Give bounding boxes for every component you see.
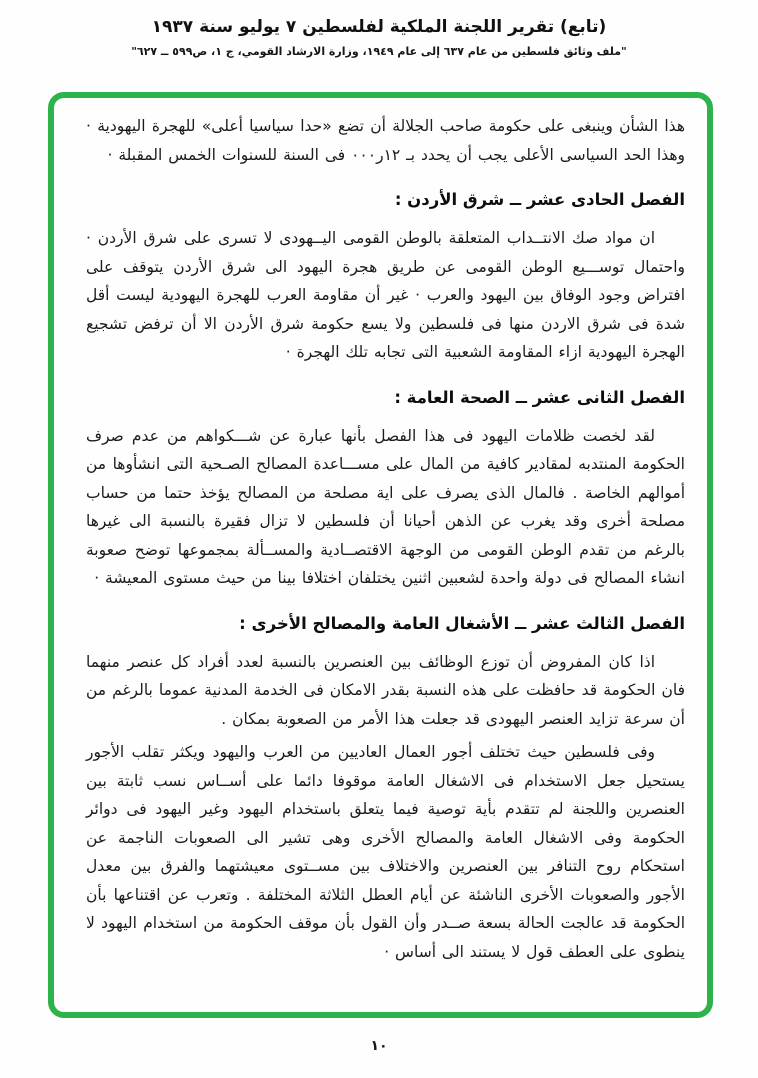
chapter-heading-twelve-public-health: الفصل الثانى عشر ــ الصحة العامة :	[394, 387, 685, 407]
paragraph-public-health: لقد لخصت ظلامات اليهود فى هذا الفصل بأنها عبارة عن شـــكواهم من عدم صرف الحكومة المنتدبه لمقادير كافية من المال على مســـاعدة المصالح الصـحية التى انشأوها من أموالهم الخاصة . فالمال الذى يصرف على اية مصلحة من المصالح يؤخذ حتما من حساب مصلحة أخرى وقد يغرب عن الذهن أحيانا أن فلسطين لا تزال فقيرة بالنسبة الى غيرها بالرغم من تقدم الوطن القومى من الوجهة الاقتصــادية والمســألة بمجموعها توضح صعوبة انشاء المصالح فى دولة واحدة لشعبين اثنين يختلفان اختلافا بينا من حيث مستوى المعيشة ·	[86, 426, 685, 587]
document-source-subtitle: "ملف وثائق فلسطين من عام ٦٣٧ إلى عام ١٩٤٩، وزارة الارشاد القومي، ج ١، ص٥٩٩ ــ ٦٢٧"	[131, 45, 627, 58]
chapter-heading-thirteen-public-works: الفصل الثالث عشر ــ الأشغال العامة والمصالح الأخرى :	[239, 613, 685, 633]
document-title: (تابع) تقرير اللجنة الملكية لفلسطين ٧ يوليو سنة ١٩٣٧	[151, 17, 607, 37]
green-border-frame	[48, 92, 713, 1018]
paragraph-transjordan: ان مواد صك الانتــداب المتعلقة بالوطن القومى اليــهودى لا تسرى على شرق الأردن · واحتمال توســـيع الوطن القومى عن طريق هجرة اليهود الى شرق الأردن يتوقف على افتراض وجود الوفاق بين اليهود والعرب · غير أن مقاومة العرب للهجرة اليهودية ليست أقل شدة فى شرق الاردن منها فى فلسطين ولا يسع حكومة شرق الأردن الا أن ترفض تشجيع الهجرة اليهودية ازاء المقاومة الشعبية التى تجابه تلك الهجرة ·	[86, 229, 685, 361]
paragraph-wages-employment: وفى فلسطين حيث تختلف أجور العمال العاديين من العرب واليهود ويكثر تقلب الأجور يستحيل جعل الاستخدام فى الاشغال العامة موقوفا دائما على أســاس نسب ثابتة بين العنصرين واللجنة لم تتقدم بأية توصية فيما يتعلق باستخدام اليهود وغير اليهود فى دوائر الحكومة وفى الاشغال العامة والمصالح الأخرى وهى تشير الى الصعوبات الناجمة عن استحكام روح التنافر بين العنصرين والاختلاف بين مســتوى معيشتهما والفرق بين معدل الأجور والصعوبات الأخرى الناشئة عن أيام العطل الثلاثة المختلفة . وتعرب عن اقتناعها بأن الحكومة قد عالجت الحالة بسعة صــدر وأن القول بأن موقف الحكومة من استخدام اليهود لا ينطوى على العطف قول لا يستند الى أساس ·	[86, 743, 685, 961]
page-header	[0, 14, 758, 60]
paragraph-immigration-limit: هذا الشأن وينبغى على حكومة صاحب الجلالة أن تضع «حدا سياسيا أعلى» للهجرة اليهودية · وهذا الحد السياسى الأعلى يجب أن يحدد بـ ١٢ر٠٠٠ فى السنة للسنوات الخمس المقبلة ·	[86, 117, 685, 164]
chapter-heading-eleven-transjordan: الفصل الحادى عشر ــ شرق الأردن :	[394, 190, 685, 209]
paragraph-civil-service-ratio: اذا كان المفروض أن توزع الوظائف بين العنصرين بالنسبة لعدد أفراد كل عنصر منهما فان الحكومة قد حافظت على هذه النسبة بقدر الامكان فى الخدمة المدنية عموما بالرغم من أن سرعة تزايد العنصر اليهودى قد جعلت هذا الأمر من الصعوبة بمكان .	[86, 652, 685, 728]
page-number: ١٠	[370, 1038, 388, 1054]
